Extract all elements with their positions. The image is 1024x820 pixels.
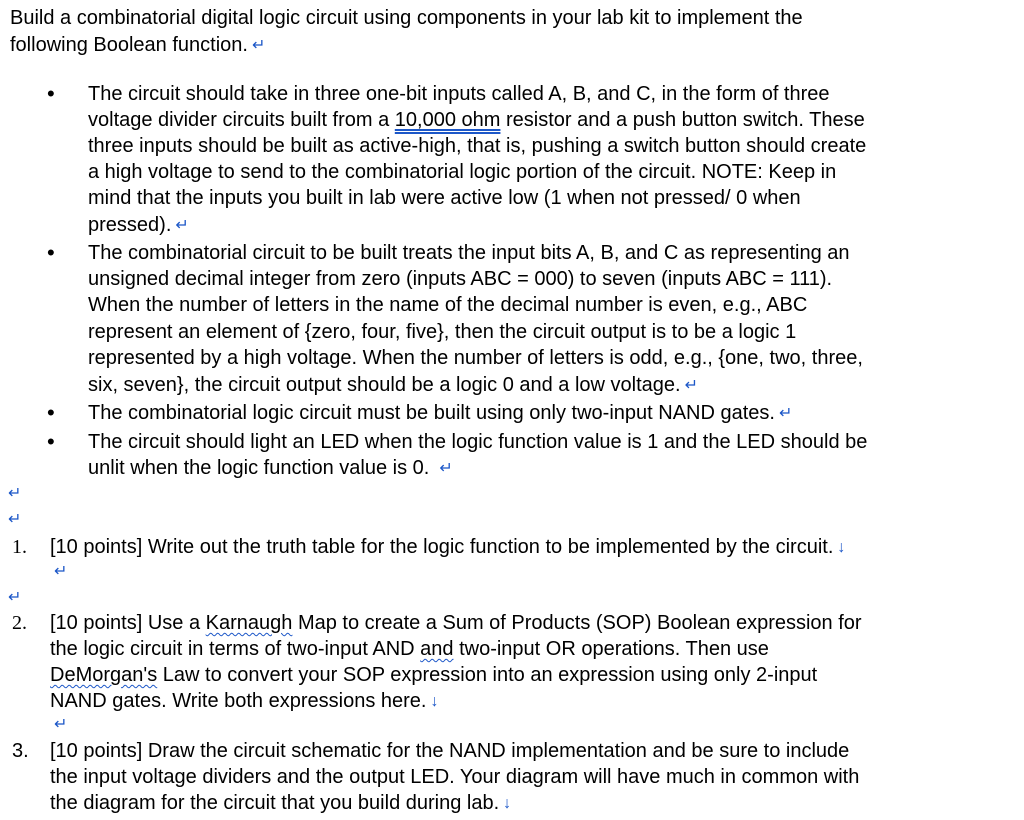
question-2-line-1 xyxy=(50,611,862,635)
question-2-line-3 xyxy=(50,663,817,687)
resistor-value-link[interactable]: 10,000 ohm xyxy=(394,109,501,131)
paragraph-mark-icon: ↵ xyxy=(8,511,22,528)
grammar-flag-and[interactable]: and xyxy=(420,638,454,660)
paragraph-mark-icon: ↵ xyxy=(251,37,266,54)
bullet-text: voltage divider circuits built from a xyxy=(88,109,395,131)
bullet-text: six, seven}, the circuit output should be a logic 0 and a low voltage. xyxy=(88,374,681,396)
question-3-number: 3. xyxy=(12,740,29,762)
bullet-2-line-2 xyxy=(88,267,832,291)
bullet-1-line-5 xyxy=(88,186,801,210)
intro-text-2: following Boolean function. xyxy=(10,34,248,56)
question-1-number: 1. xyxy=(12,536,27,558)
question-text: [10 points] Draw the circuit schematic for the NAND implementation and be sure to include xyxy=(50,740,850,762)
question-2-number: 2. xyxy=(12,612,27,634)
question-text: Law to convert your SOP expression into an expression using only 2-input xyxy=(157,664,818,686)
bullet-3-dot: • xyxy=(47,400,55,425)
bullet-text: unsigned decimal integer from zero (inputs ABC = 000) to seven (inputs ABC = 111). xyxy=(88,268,833,290)
bullet-4-line-2 xyxy=(88,456,453,481)
bullet-text: a high voltage to send to the combinatorial logic portion of the circuit. NOTE: Keep in xyxy=(88,161,837,183)
bullet-2-line-3 xyxy=(88,293,807,317)
bullet-3-line-1 xyxy=(88,401,792,426)
bullet-1-line-3 xyxy=(88,134,866,158)
bullet-text: The combinatorial circuit to be built treats the input bits A, B, and C as representing an xyxy=(88,242,850,264)
bullet-4-line-1 xyxy=(88,430,867,454)
question-1-line-1 xyxy=(50,535,845,560)
bullet-2-line-5 xyxy=(88,346,863,370)
bullet-text: represent an element of {zero, four, five}, then the circuit output is to be a logic 1 xyxy=(88,321,797,343)
question-text: the logic circuit in terms of two-input AND xyxy=(50,638,421,660)
bullet-text: The circuit should light an LED when the logic function value is 1 and the LED should be xyxy=(88,431,868,453)
question-text: NAND gates. Write both expressions here. xyxy=(50,690,427,712)
bullet-1-line-6 xyxy=(88,213,189,238)
paragraph-mark-icon: ↵ xyxy=(54,563,68,580)
question-3-line-1 xyxy=(50,739,849,763)
bullet-2-dot: • xyxy=(47,240,55,265)
spelling-flag-demorgan[interactable]: DeMorgan's xyxy=(50,664,158,686)
paragraph-mark-icon: ↵ xyxy=(778,405,793,422)
line-break-icon: ↓ xyxy=(503,795,512,812)
bullet-1-line-2 xyxy=(88,108,865,132)
paragraph-mark-icon: ↵ xyxy=(8,485,22,502)
bullet-1-line-4 xyxy=(88,160,836,184)
bullet-text: When the number of letters in the name of the decimal number is even, e.g., ABC xyxy=(88,294,808,316)
question-3-line-3 xyxy=(50,791,511,816)
spelling-flag-karnaugh[interactable]: Karnaugh xyxy=(205,612,293,634)
bullet-2-line-6 xyxy=(88,373,698,398)
bullet-4-dot: • xyxy=(47,429,55,454)
paragraph-mark-icon: ↵ xyxy=(175,217,189,234)
question-text: [10 points] Write out the truth table for the logic function to be implemented by the circuit. xyxy=(50,536,834,558)
bullet-2-line-1 xyxy=(88,241,850,265)
question-3-line-2 xyxy=(50,765,859,789)
line-break-icon: ↓ xyxy=(837,539,846,556)
bullet-text: The circuit should take in three one-bit inputs called A, B, and C, in the form of three xyxy=(88,83,830,105)
intro-text-1: Build a combinatorial digital logic circuit using components in your lab kit to implement the xyxy=(10,7,803,29)
bullet-1-dot: • xyxy=(47,81,55,106)
bullet-text: represented by a high voltage. When the number of letters is odd, e.g., {one, two, three, xyxy=(88,347,863,369)
intro-line-2 xyxy=(10,33,265,58)
bullet-text: pressed). xyxy=(88,214,172,236)
bullet-2-line-4 xyxy=(88,320,796,344)
paragraph-mark-icon: ↵ xyxy=(54,716,68,733)
question-text: the diagram for the circuit that you build during lab. xyxy=(50,792,500,814)
bullet-text: mind that the inputs you built in lab were active low (1 when not pressed/ 0 when xyxy=(88,187,801,209)
paragraph-mark-icon: ↵ xyxy=(439,460,453,477)
bullet-text: The combinatorial logic circuit must be built using only two-input NAND gates. xyxy=(88,402,775,424)
paragraph-mark-icon: ↵ xyxy=(8,589,22,606)
bullet-1-line-1 xyxy=(88,82,830,106)
line-break-icon: ↓ xyxy=(430,693,439,710)
paragraph-mark-icon: ↵ xyxy=(684,377,698,394)
question-2-line-2 xyxy=(50,637,769,661)
question-2-line-4 xyxy=(50,689,438,714)
question-text: Map to create a Sum of Products (SOP) Boolean expression for xyxy=(292,612,862,634)
question-text: the input voltage dividers and the output LED. Your diagram will have much in common with xyxy=(50,766,860,788)
intro-line-1 xyxy=(10,6,803,30)
bullet-text: unlit when the logic function value is 0. xyxy=(88,457,430,479)
bullet-text: resistor and a push button switch. These xyxy=(500,109,865,131)
question-text: [10 points] Use a xyxy=(50,612,206,634)
question-text: two-input OR operations. Then use xyxy=(453,638,769,660)
bullet-text: three inputs should be built as active-high, that is, pushing a switch button should create xyxy=(88,135,867,157)
